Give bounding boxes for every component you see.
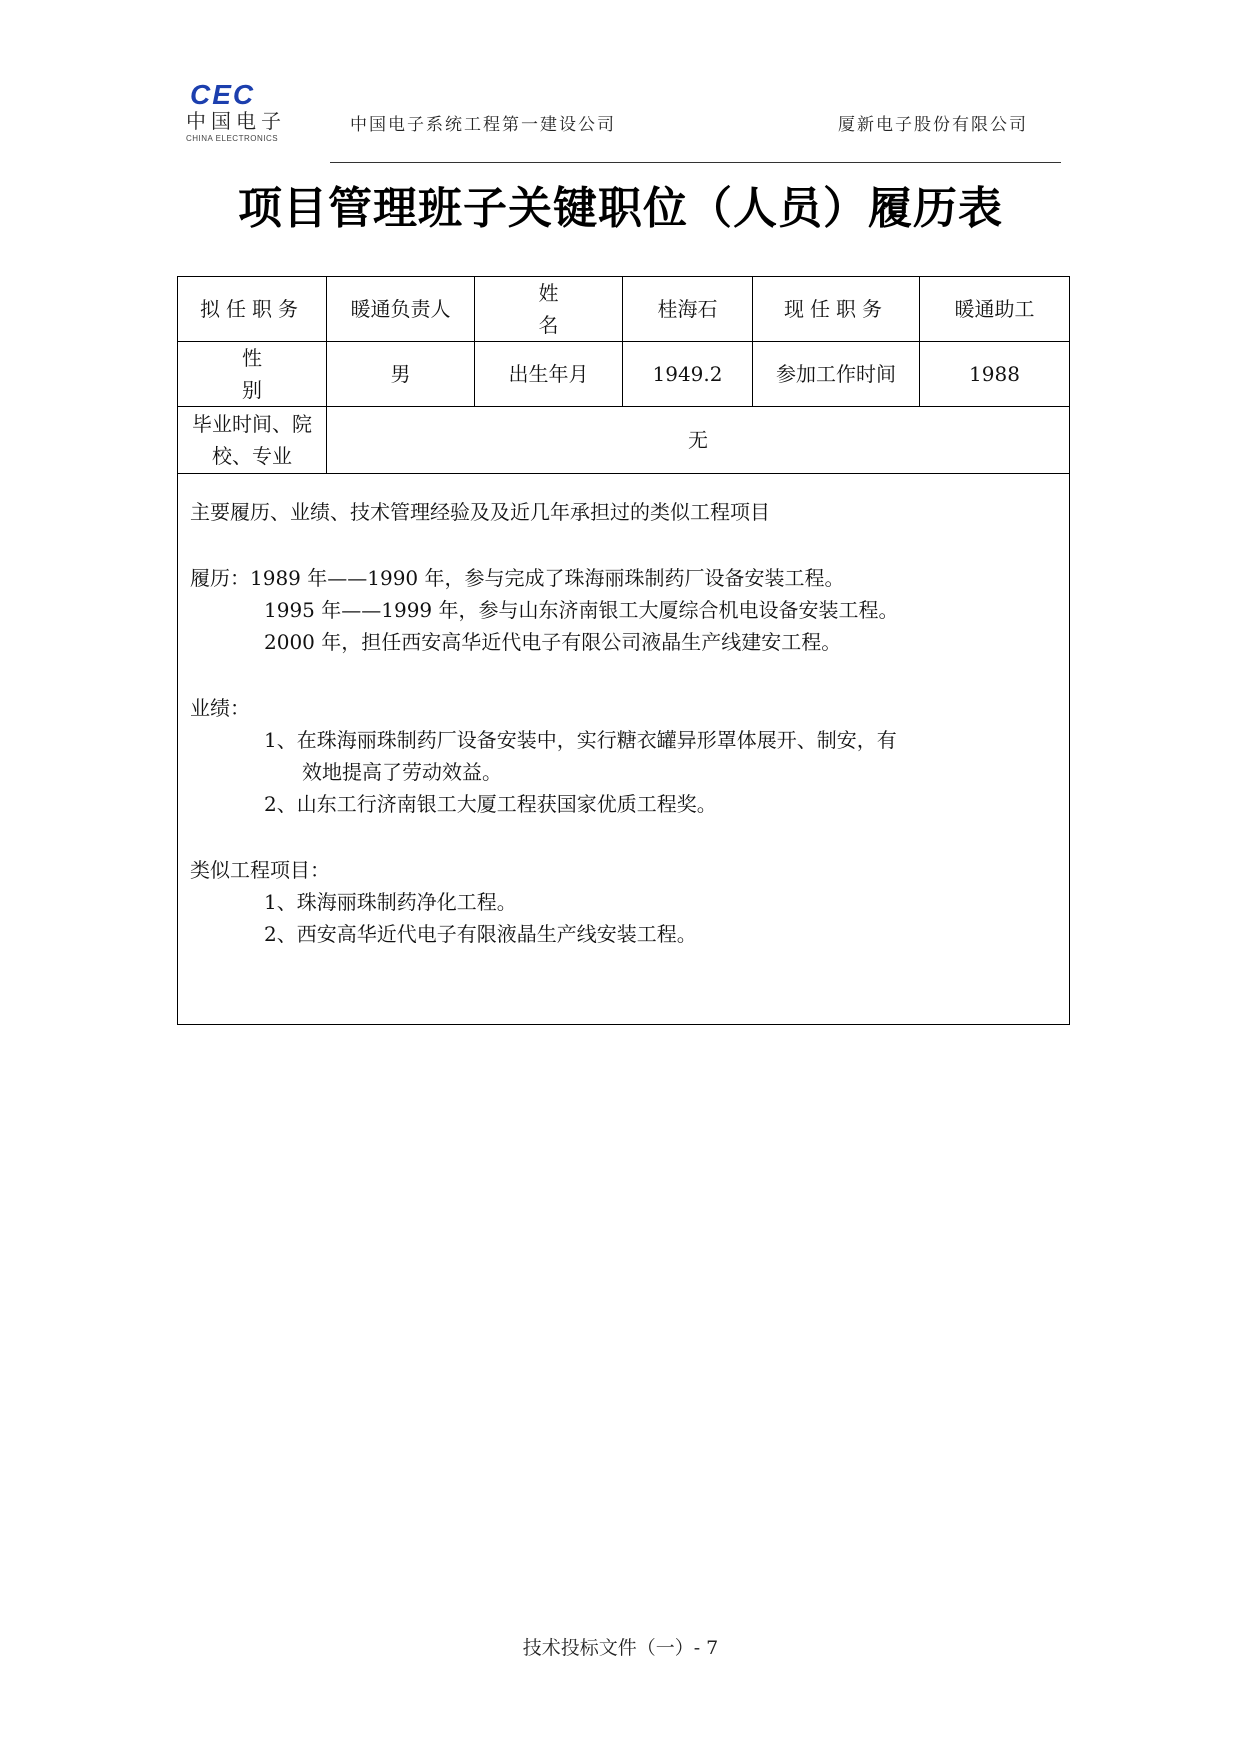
details-heading: 主要履历、业绩、技术管理经验及及近几年承担过的类似工程项目 <box>190 500 770 524</box>
page-footer: 技术投标文件（一）- 7 <box>522 1637 719 1659</box>
resume-label: 履历： <box>190 566 250 590</box>
achievement-item: 1、在珠海丽珠制药厂设备安装中，实行糖衣罐异形罩体展开、制安，有 <box>264 728 897 752</box>
label-work-start: 参加工作时间 <box>753 342 920 407</box>
value-education: 无 <box>327 407 1070 474</box>
label-current-position: 现任职务 <box>753 277 920 342</box>
resume-entry <box>190 562 1059 594</box>
details-cell <box>178 474 1070 1025</box>
value-proposed-position: 暖通负责人 <box>327 277 475 342</box>
company-logo <box>186 79 296 144</box>
form-row-position <box>178 277 1070 342</box>
project-item: 1、珠海丽珠制药净化工程。 <box>264 890 517 914</box>
resume-form-table <box>177 276 1070 1025</box>
label-education-line2: 校、专业 <box>212 444 292 468</box>
form-row-personal <box>178 342 1070 407</box>
achievements-label: 业绩： <box>190 696 250 720</box>
header-right-company: 厦新电子股份有限公司 <box>838 115 1028 135</box>
label-name: 姓 名 <box>475 277 623 342</box>
resume-item: 1995 年——1999 年，参与山东济南银工大厦综合机电设备安装工程。 <box>264 598 899 622</box>
page-title: 项目管理班子关键职位（人员）履历表 <box>238 183 1003 234</box>
label-proposed-position: 拟任职务 <box>178 277 327 342</box>
achievement-item-continued: 效地提高了劳动效益。 <box>302 760 502 784</box>
label-education <box>178 407 327 474</box>
logo-english-name: CHINA ELECTRONICS <box>186 134 279 143</box>
value-work-start: 1988 <box>920 342 1070 407</box>
value-birth-date: 1949.2 <box>623 342 753 407</box>
label-gender: 性 别 <box>178 342 327 407</box>
form-row-details <box>178 474 1070 1025</box>
resume-item: 1989 年——1990 年，参与完成了珠海丽珠制药厂设备安装工程。 <box>250 566 845 590</box>
label-birth-date: 出生年月 <box>475 342 623 407</box>
value-current-position: 暖通助工 <box>920 277 1070 342</box>
resume-item: 2000 年，担任西安高华近代电子有限公司液晶生产线建安工程。 <box>264 630 842 654</box>
form-row-education <box>178 407 1070 474</box>
logo-mark: CEC <box>190 79 256 110</box>
project-item: 2、西安高华近代电子有限液晶生产线安装工程。 <box>264 922 697 946</box>
projects-label: 类似工程项目： <box>190 858 330 882</box>
logo-chinese-name: 中国电子 <box>186 109 286 133</box>
value-name: 桂海石 <box>623 277 753 342</box>
header-left-company: 中国电子系统工程第一建设公司 <box>350 115 616 135</box>
label-education-line1: 毕业时间、院 <box>192 412 312 436</box>
value-gender: 男 <box>327 342 475 407</box>
header-divider <box>330 162 1061 163</box>
achievement-item: 2、山东工行济南银工大厦工程获国家优质工程奖。 <box>264 792 717 816</box>
